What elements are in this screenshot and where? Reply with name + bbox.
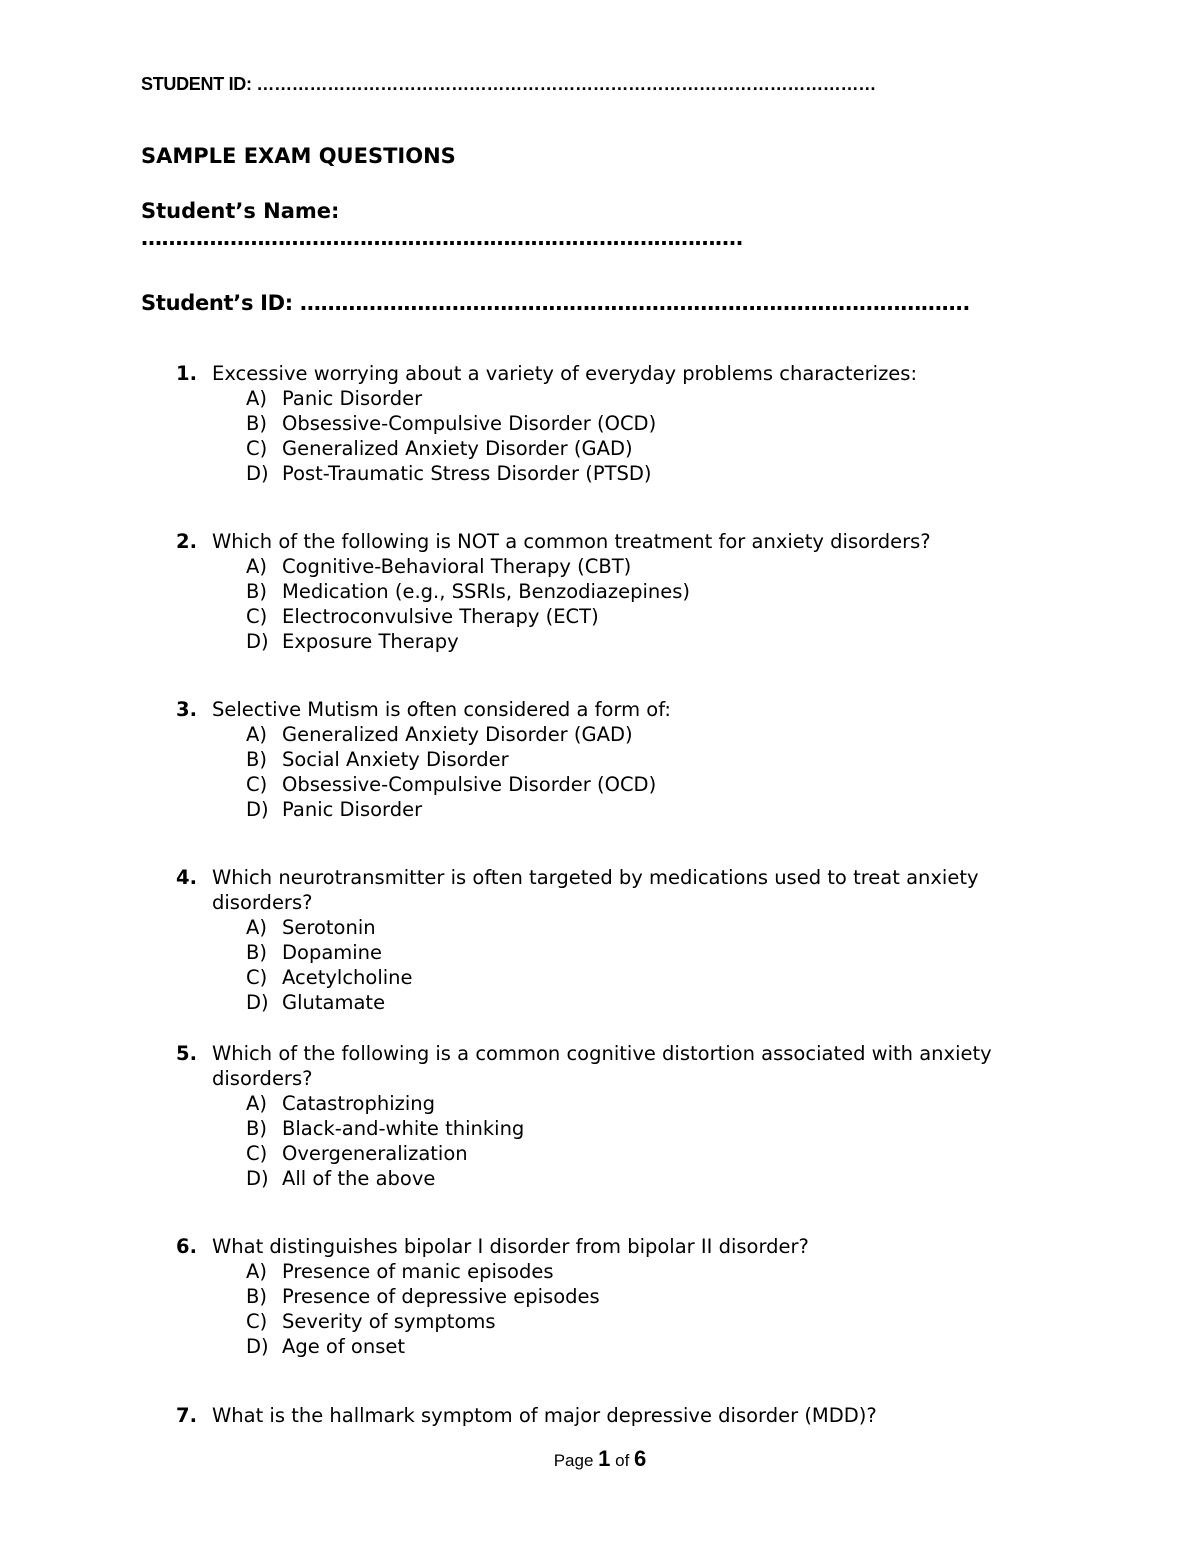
question-text: Excessive worrying about a variety of everyday problems characterizes: <box>212 362 918 385</box>
option-letter: A) <box>246 1260 267 1283</box>
question-1 <box>176 361 1056 486</box>
question-number: 2. <box>176 530 197 553</box>
option-text: Post-Traumatic Stress Disorder (PTSD) <box>282 462 652 485</box>
question-number: 5. <box>176 1042 197 1065</box>
option-letter: C) <box>246 773 268 796</box>
option-item <box>246 436 1056 461</box>
option-item <box>246 940 1056 965</box>
question-5 <box>176 1041 1056 1191</box>
option-letter: A) <box>246 387 267 410</box>
option-letter: D) <box>246 1335 269 1358</box>
option-item <box>246 554 1056 579</box>
question-number: 1. <box>176 362 197 385</box>
option-text: Cognitive-Behavioral Therapy (CBT) <box>282 555 632 578</box>
option-letter: B) <box>246 580 267 603</box>
option-item <box>246 747 1056 772</box>
option-text: Generalized Anxiety Disorder (GAD) <box>282 437 633 460</box>
option-letter: D) <box>246 1167 269 1190</box>
question-number: 6. <box>176 1235 197 1258</box>
option-letter: B) <box>246 941 267 964</box>
question-6 <box>176 1234 1056 1359</box>
option-letter: C) <box>246 966 268 989</box>
page-title: SAMPLE EXAM QUESTIONS <box>141 144 456 168</box>
question-text: Selective Mutism is often considered a form of: <box>212 698 671 721</box>
option-text: Overgeneralization <box>282 1142 468 1165</box>
option-item <box>246 1259 1056 1284</box>
option-list <box>246 1091 1056 1191</box>
option-item <box>246 1334 1056 1359</box>
option-item <box>246 579 1056 604</box>
question-number: 4. <box>176 866 197 889</box>
question-7 <box>176 1403 1056 1428</box>
option-list <box>246 386 1056 486</box>
option-letter: A) <box>246 916 267 939</box>
page-footer <box>0 1446 1200 1472</box>
option-item <box>246 772 1056 797</box>
option-item <box>246 722 1056 747</box>
option-letter: D) <box>246 798 269 821</box>
option-letter: B) <box>246 748 267 771</box>
option-item <box>246 1116 1056 1141</box>
option-item <box>246 1284 1056 1309</box>
option-text: Medication (e.g., SSRIs, Benzodiazepines) <box>282 580 691 603</box>
option-text: Obsessive-Compulsive Disorder (OCD) <box>282 412 657 435</box>
option-text: Exposure Therapy <box>282 630 459 653</box>
option-text: Severity of symptoms <box>282 1310 496 1333</box>
option-letter: A) <box>246 723 267 746</box>
question-number: 3. <box>176 698 197 721</box>
option-item <box>246 1141 1056 1166</box>
question-4 <box>176 865 1056 1015</box>
question-text: Which of the following is a common cognitive distortion associated with anxiety disorders? <box>212 1042 992 1090</box>
student-name-label: Student’s Name: <box>141 199 340 223</box>
option-letter: A) <box>246 555 267 578</box>
option-letter: C) <box>246 1142 268 1165</box>
question-text: What distinguishes bipolar I disorder from bipolar II disorder? <box>212 1235 809 1258</box>
question-2 <box>176 529 1056 654</box>
option-letter: D) <box>246 630 269 653</box>
option-text: All of the above <box>282 1167 436 1190</box>
option-letter: C) <box>246 605 268 628</box>
option-text: Age of onset <box>282 1335 405 1358</box>
option-item <box>246 1166 1056 1191</box>
option-text: Serotonin <box>282 916 376 939</box>
option-text: Panic Disorder <box>282 387 423 410</box>
option-text: Glutamate <box>282 991 386 1014</box>
option-item <box>246 797 1056 822</box>
option-text: Panic Disorder <box>282 798 423 821</box>
option-item <box>246 629 1056 654</box>
question-3 <box>176 697 1056 822</box>
option-text: Presence of depressive episodes <box>282 1285 600 1308</box>
option-item <box>246 411 1056 436</box>
option-letter: D) <box>246 462 269 485</box>
question-number: 7. <box>176 1404 197 1427</box>
question-text: What is the hallmark symptom of major depressive disorder (MDD)? <box>212 1404 877 1427</box>
current-page-number: 1 <box>598 1446 611 1471</box>
option-letter: D) <box>246 991 269 1014</box>
option-list <box>246 722 1056 822</box>
total-pages-number: 6 <box>634 1446 647 1471</box>
option-text: Dopamine <box>282 941 383 964</box>
option-text: Acetylcholine <box>282 966 413 989</box>
option-letter: B) <box>246 1285 267 1308</box>
option-letter: C) <box>246 1310 268 1333</box>
page-word: Page <box>553 1451 594 1470</box>
option-item <box>246 386 1056 411</box>
option-item <box>246 915 1056 940</box>
option-text: Black-and-white thinking <box>282 1117 525 1140</box>
option-item <box>246 461 1056 486</box>
option-item <box>246 1309 1056 1334</box>
option-letter: C) <box>246 437 268 460</box>
option-text: Generalized Anxiety Disorder (GAD) <box>282 723 633 746</box>
student-name-blank: ……………………………………………………………………………. <box>141 226 743 250</box>
option-text: Presence of manic episodes <box>282 1260 554 1283</box>
option-list <box>246 554 1056 654</box>
option-list <box>246 915 1056 1015</box>
of-word: of <box>615 1451 630 1470</box>
option-text: Catastrophizing <box>282 1092 436 1115</box>
student-id-header: STUDENT ID: …………………………………………………………………………………………… <box>141 74 876 94</box>
question-text: Which neurotransmitter is often targeted by medications used to treat anxiety disorders? <box>212 866 979 914</box>
option-item <box>246 965 1056 990</box>
option-text: Electroconvulsive Therapy (ECT) <box>282 605 599 628</box>
option-letter: B) <box>246 1117 267 1140</box>
question-text: Which of the following is NOT a common treatment for anxiety disorders? <box>212 530 931 553</box>
option-item <box>246 604 1056 629</box>
option-item <box>246 1091 1056 1116</box>
option-text: Social Anxiety Disorder <box>282 748 509 771</box>
option-letter: A) <box>246 1092 267 1115</box>
option-text: Obsessive-Compulsive Disorder (OCD) <box>282 773 657 796</box>
option-letter: B) <box>246 412 267 435</box>
student-id-field: Student’s ID: ……………………………………………………………………………………. <box>141 291 970 315</box>
option-list <box>246 1259 1056 1359</box>
option-item <box>246 990 1056 1015</box>
